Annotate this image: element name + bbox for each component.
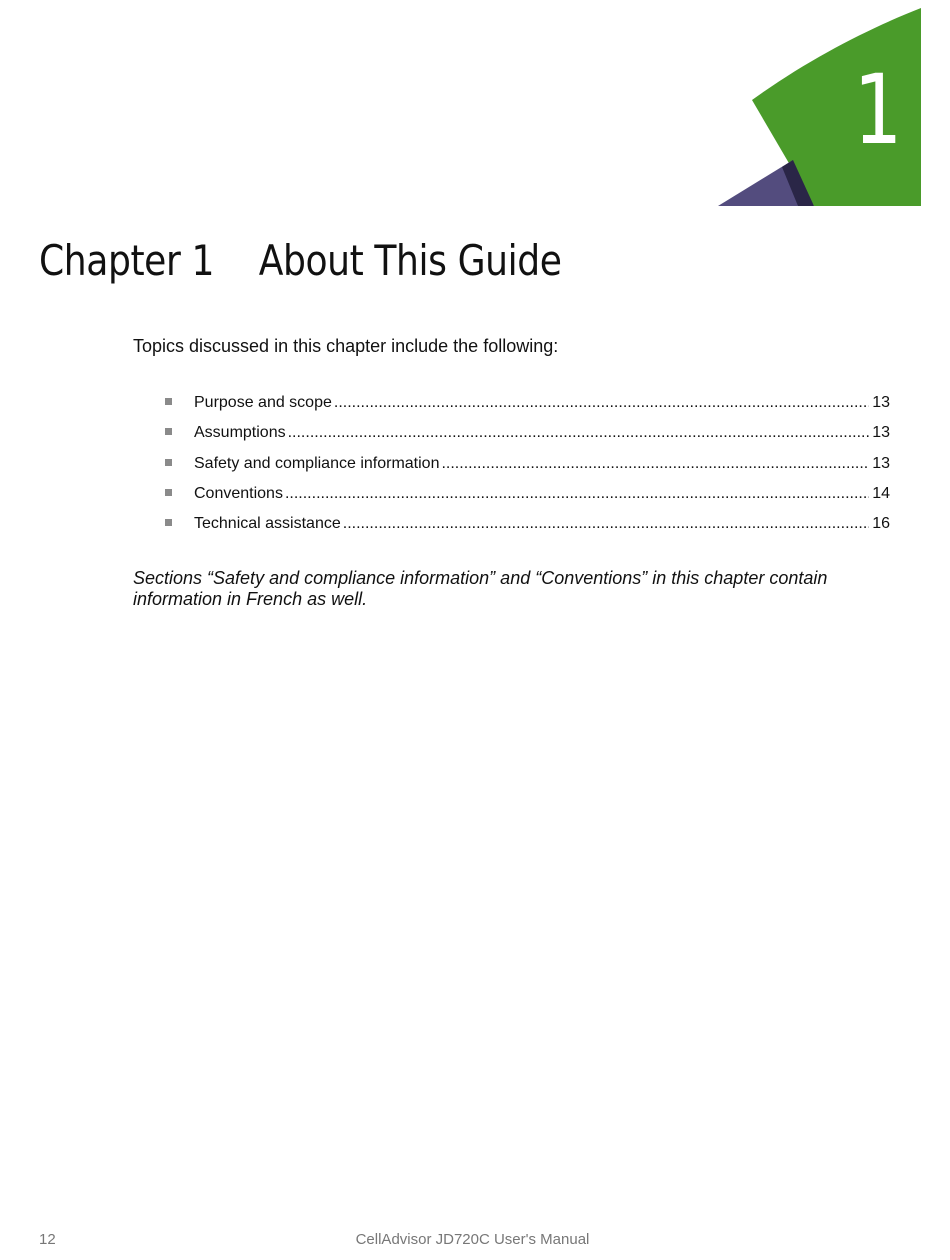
bullet-icon <box>165 398 172 405</box>
footer-manual-title: CellAdvisor JD720C User's Manual <box>355 1231 590 1248</box>
intro-text: Topics discussed in this chapter include the following: <box>133 336 559 356</box>
toc-item[interactable] <box>165 485 890 515</box>
toc-item-label: Conventions <box>194 484 283 502</box>
toc-leader <box>441 455 869 473</box>
french-note: Sections “Safety and compliance information” and “Conventions” in this chapter contain information in French as well. <box>133 568 828 609</box>
bullet-icon <box>165 519 172 526</box>
toc-item[interactable] <box>165 515 890 545</box>
chapter-number: 1 <box>853 53 903 167</box>
toc-item-label: Purpose and scope <box>194 394 332 411</box>
chapter-title: About This Guide <box>258 236 562 285</box>
toc-item-page: 14 <box>872 484 890 502</box>
footer-page-number: 12 <box>39 1231 56 1248</box>
toc-leader <box>288 424 870 442</box>
toc-item-page: 13 <box>872 424 890 442</box>
toc-item-label: Safety and compliance information <box>194 454 440 472</box>
chapter-heading <box>39 236 561 285</box>
toc-leader <box>285 485 869 503</box>
toc-item-page: 13 <box>872 394 890 411</box>
toc-leader <box>334 394 869 412</box>
chapter-label: Chapter 1 <box>39 236 215 285</box>
bullet-icon <box>165 459 172 466</box>
toc-list <box>165 394 890 545</box>
toc-item[interactable] <box>165 394 890 424</box>
toc-item-label: Assumptions <box>194 424 286 442</box>
toc-item[interactable] <box>165 424 890 454</box>
toc-item-page: 13 <box>872 454 890 472</box>
bullet-icon <box>165 489 172 496</box>
toc-leader <box>343 515 869 533</box>
toc-item-page: 16 <box>872 515 890 533</box>
toc-item-label: Technical assistance <box>194 515 341 533</box>
toc-item[interactable] <box>165 455 890 485</box>
chapter-badge <box>700 0 950 215</box>
bullet-icon <box>165 428 172 435</box>
